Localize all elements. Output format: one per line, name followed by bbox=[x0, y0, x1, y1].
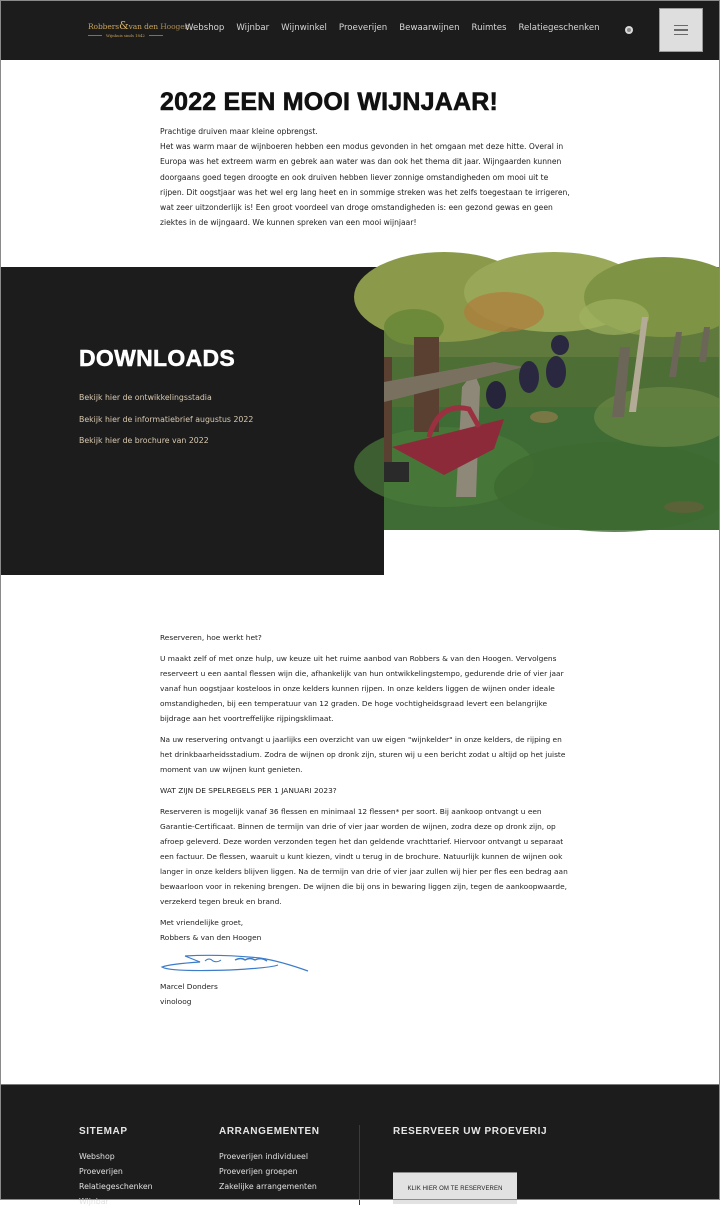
language-icon[interactable] bbox=[625, 26, 633, 34]
logo-ampersand: & bbox=[118, 19, 129, 32]
hamburger-icon bbox=[674, 25, 688, 27]
footer-link-proeverijen[interactable]: Proeverijen bbox=[79, 1167, 123, 1176]
footer-link-webshop[interactable]: Webshop bbox=[79, 1152, 115, 1161]
footer-sitemap-title: SITEMAP bbox=[79, 1126, 128, 1137]
signer-name: Marcel Donders bbox=[160, 982, 218, 991]
intro-section bbox=[160, 86, 570, 230]
page-title: 2022 EEN MOOI WIJNJAAR! bbox=[160, 88, 499, 116]
menu-button[interactable] bbox=[659, 8, 703, 52]
site-header bbox=[0, 0, 720, 60]
downloads-title: DOWNLOADS bbox=[79, 345, 236, 371]
logo-text-robbers: Robbers bbox=[88, 22, 119, 31]
hamburger-icon-bar bbox=[674, 29, 688, 31]
footer-link-zakelijke-arrangementen[interactable]: Zakelijke arrangementen bbox=[219, 1182, 317, 1191]
nav-webshop[interactable]: Webshop bbox=[185, 23, 225, 33]
nav-bewaarwijnen[interactable]: Bewaarwijnen bbox=[399, 23, 460, 33]
intro-lead: Prachtige druiven maar kleine opbrengst. bbox=[160, 127, 318, 136]
footer-reserve-title: RESERVEER UW PROEVERIJ bbox=[393, 1126, 548, 1137]
downloads-panel bbox=[0, 267, 384, 575]
download-link-brochure[interactable]: Bekijk hier de brochure van 2022 bbox=[79, 436, 209, 445]
rules-heading: WAT ZIJN DE SPELREGELS PER 1 JANUARI 2023? bbox=[160, 786, 337, 795]
logo-rule-left bbox=[88, 35, 102, 36]
footer-link-proeverijen-groepen[interactable]: Proeverijen groepen bbox=[219, 1167, 298, 1176]
logo-text-hoogen: Hoogen bbox=[160, 22, 190, 31]
intro-paragraph: Het was warm maar de wijnboeren hebben een modus gevonden in het omgaan met deze hitte. Overal in Europa was het extreem warm en gebrek aan water was dan ook het thema dit jaar. Wijngaarden kunnen doorgaans goed tegen droogte en ook druiven hebben liever zonnige omstandigheden om mooi uit te rijpen. Dit oogstjaar was het wel erg lang heet en in sommige streken was het zelfs toegestaan te irrigeren, wat zeer uitzonderlijk is! Een groot voordeel van droge omstandigheden is: een gezond gewas en geen ziektes in de wijngaard. We kunnen spreken van een mooi wijnjaar! bbox=[160, 142, 570, 228]
hamburger-icon-bar bbox=[674, 34, 688, 36]
nav-relatiegeschenken[interactable]: Relatiegeschenken bbox=[518, 23, 600, 33]
signer-block bbox=[160, 979, 218, 1009]
main-nav bbox=[185, 23, 600, 33]
vineyard-illustration bbox=[384, 267, 720, 530]
download-link-ontwikkelingsstadia[interactable]: Bekijk hier de ontwikkelingsstadia bbox=[79, 393, 212, 402]
download-link-informatiebrief[interactable]: Bekijk hier de informatiebrief augustus 2022 bbox=[79, 415, 254, 424]
reservation-paragraph: U maakt zelf of met onze hulp, uw keuze uit het ruime aanbod van Robbers & van den Hoogen. Vervolgens reserveert u een aantal flessen wijn die, afhankelijk van hun ontwikkelingstempo, gedurende drie of vier jaar vanaf hun oogstjaar kosteloos in onze kelders kunnen rijpen. In onze kelders liggen de wijnen onder ideale omstandigheden, bij een temperatuur van 12 graden. De hoge vochtigheidsgraad levert een belangrijke bijdrage aan het voortreffelijke rijpingsklimaat. bbox=[160, 654, 564, 723]
nav-ruimtes[interactable]: Ruimtes bbox=[471, 23, 507, 33]
footer-link-wijnbar[interactable]: Wijnbar bbox=[79, 1197, 109, 1206]
reservation-heading: Reserveren, hoe werkt het? bbox=[160, 633, 262, 642]
closing-greeting: Met vriendelijke groet, bbox=[160, 918, 244, 927]
footer-arrangementen-title: ARRANGEMENTEN bbox=[219, 1126, 320, 1137]
footer-link-relatiegeschenken[interactable]: Relatiegeschenken bbox=[79, 1182, 153, 1191]
reserve-button[interactable]: KLIK HIER OM TE RESERVEREN bbox=[393, 1172, 517, 1204]
signature-image bbox=[160, 952, 310, 976]
logo-wordmark bbox=[88, 19, 190, 32]
signer-title: vinoloog bbox=[160, 997, 192, 1006]
rules-paragraph: Reserveren is mogelijk vanaf 36 flessen en minimaal 12 flessen* per soort. Bij aankoop ontvangt u een Garantie-Certificaat. Binnen de termijn van drie of vier jaar worden de wijnen, zodra deze op dronk zijn, op afroep geleverd. Deze worden verzonden tegen het dan geldende vrachttarief. Hiervoor ontvangt u separaat een factuur. De flessen, waaruit u kunt kiezen, vindt u terug in de brochure. Natuurlijk kunnen de wijnen ook langer in onze kelders blijven liggen. Na de termijn van drie of vier jaar zullen wij hier per fles een bedrag aan bewaarloon voor in rekening brengen. De wijnen die bij ons in bewaring liggen zijn, tegen de aankoopwaarde, verzekerd tegen breuk en brand. bbox=[160, 807, 568, 906]
nav-wijnbar[interactable]: Wijnbar bbox=[236, 23, 270, 33]
logo-rule-right bbox=[149, 35, 163, 36]
logo-text-vandeen: van den bbox=[128, 22, 158, 31]
closing-company: Robbers & van den Hoogen bbox=[160, 933, 262, 942]
signature-scribble bbox=[160, 952, 310, 976]
logo-tagline-row bbox=[88, 33, 178, 38]
logo-tagline: Wijnhuis sinds 1842 bbox=[106, 33, 145, 38]
reservation-info bbox=[160, 630, 570, 951]
nav-proeverijen[interactable]: Proeverijen bbox=[338, 23, 388, 33]
site-footer bbox=[0, 1084, 720, 1206]
reservation-paragraph: Na uw reservering ontvangt u jaarlijks een overzicht van uw eigen "wijnkelder" in onze kelders, de rijping en het drinkbaarheidsstadium. Zodra de wijnen op dronk zijn, sturen wij u een bericht zodat u altijd op het juiste moment van uw wijnen kunt genieten. bbox=[160, 735, 566, 774]
footer-link-proeverijen-individueel[interactable]: Proeverijen individueel bbox=[219, 1152, 308, 1161]
vineyard-photo bbox=[384, 267, 720, 530]
nav-wijnwinkel[interactable]: Wijnwinkel bbox=[281, 23, 327, 33]
logo[interactable] bbox=[88, 19, 190, 41]
footer-divider bbox=[359, 1125, 360, 1205]
